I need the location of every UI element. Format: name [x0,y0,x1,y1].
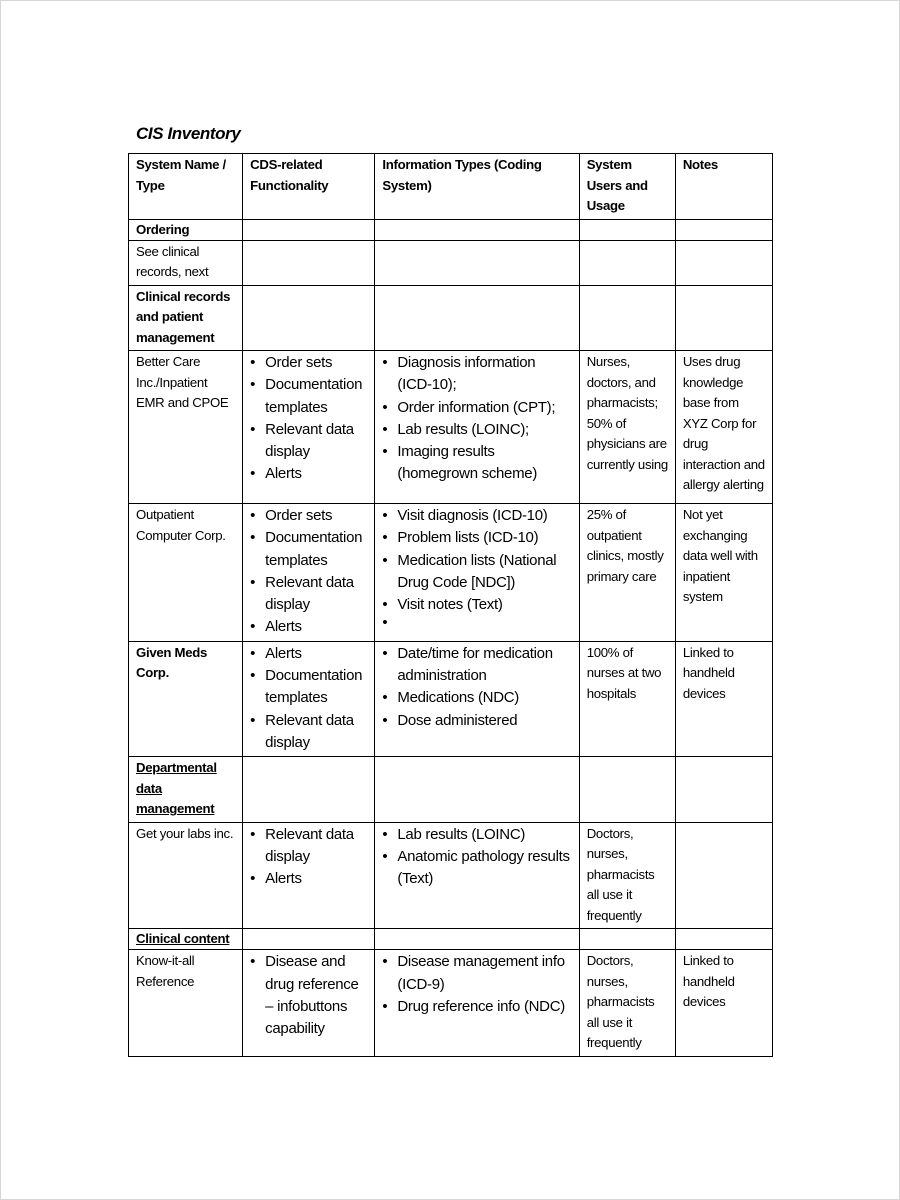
table-row-given-meds [129,641,773,756]
header-notes: Notes [675,154,772,220]
functionality-item: • Order sets [250,352,368,374]
users-cell: 100% of nurses at two hospitals [579,641,675,756]
info-type-item: • Medications (NDC) [382,687,572,709]
table-row-labs [129,822,773,929]
info-types-cell [375,351,579,504]
users-cell: Doctors, nurses, pharmacists all use it frequently [579,822,675,929]
notes-cell: Linked to handheld devices [675,641,772,756]
document-title: CIS Inventory [136,124,241,143]
functionality-item: • Documentation templates [250,665,368,710]
ordering-note: See clinical records, next [129,240,243,285]
info-type-item: • Order information (CPT); [382,397,572,419]
section-departmental: Departmental data management [129,757,243,823]
functionality-cell [243,641,375,756]
section-row-departmental [129,757,773,823]
notes-cell [675,822,772,929]
functionality-item: • Alerts [250,643,368,665]
info-type-item: • Lab results (LOINC); [382,419,572,441]
header-information-types: Information Types (Coding System) [375,154,579,220]
table-row-better-care [129,351,773,504]
notes-cell: Uses drug knowledge base from XYZ Corp for drug interaction and allergy alerting [675,351,772,504]
info-types-cell [375,504,579,642]
info-types-cell [375,641,579,756]
section-row-clinical-records [129,285,773,351]
section-clinical-records: Clinical records and patient management [129,285,243,351]
info-type-item: • Anatomic pathology results (Text) [382,846,572,891]
info-type-item: • Drug reference info (NDC) [382,996,572,1018]
section-ordering: Ordering [129,219,243,240]
users-cell: 25% of outpatient clinics, mostly primary care [579,504,675,642]
section-row-clinical-content [129,929,773,950]
info-type-item: • Dose administered [382,710,572,732]
info-type-item: • Visit diagnosis (ICD-10) [382,505,572,527]
info-type-item: • Lab results (LOINC) [382,824,572,846]
header-cds-functionality: CDS-related Functionality [243,154,375,220]
system-name: Get your labs inc. [129,822,243,929]
functionality-item: • Alerts [250,463,368,485]
table-row-ordering-note [129,240,773,285]
info-types-cell [375,950,579,1057]
table-row-outpatient [129,504,773,642]
section-clinical-content: Clinical content [129,929,243,950]
functionality-item: • Relevant data display [250,824,368,869]
info-type-item: • Disease management info (ICD-9) [382,951,572,996]
notes-cell: Not yet exchanging data well with inpatient system [675,504,772,642]
info-type-item-empty [382,616,572,630]
functionality-item: • Relevant data display [250,419,368,464]
info-types-cell [375,822,579,929]
system-name: Given Meds Corp. [129,641,243,756]
functionality-item: • Relevant data display [250,572,368,617]
info-type-item: • Diagnosis information (ICD-10); [382,352,572,397]
info-type-item: • Date/time for medication administration [382,643,572,688]
system-name: Know-it-all Reference [129,950,243,1057]
info-type-item: • Problem lists (ICD-10) [382,527,572,549]
functionality-item: • Alerts [250,868,368,890]
functionality-cell [243,351,375,504]
system-name: Better Care Inc./Inpatient EMR and CPOE [129,351,243,504]
functionality-cell [243,504,375,642]
functionality-cell [243,950,375,1057]
header-system-name: System Name / Type [129,154,243,220]
functionality-item: • Documentation templates [250,527,368,572]
info-type-item: • Visit notes (Text) [382,594,572,616]
notes-cell: Linked to handheld devices [675,950,772,1057]
table-row-know-it-all [129,950,773,1057]
section-row-ordering [129,219,773,240]
system-name: Outpatient Computer Corp. [129,504,243,642]
cis-inventory-table [128,153,773,1057]
functionality-cell [243,822,375,929]
users-cell: Doctors, nurses, pharmacists all use it frequently [579,950,675,1057]
users-cell: Nurses, doctors, and pharmacists; 50% of physicians are currently using [579,351,675,504]
functionality-item: • Documentation templates [250,374,368,419]
functionality-item: • Disease and drug reference – infobuttons capability [250,951,368,1040]
header-row [129,154,773,220]
functionality-item: • Alerts [250,616,368,638]
header-system-users: System Users and Usage [579,154,675,220]
functionality-item: • Order sets [250,505,368,527]
functionality-item: • Relevant data display [250,710,368,755]
info-type-item: • Imaging results (homegrown scheme) [382,441,572,486]
info-type-item: • Medication lists (National Drug Code [NDC]) [382,550,572,595]
